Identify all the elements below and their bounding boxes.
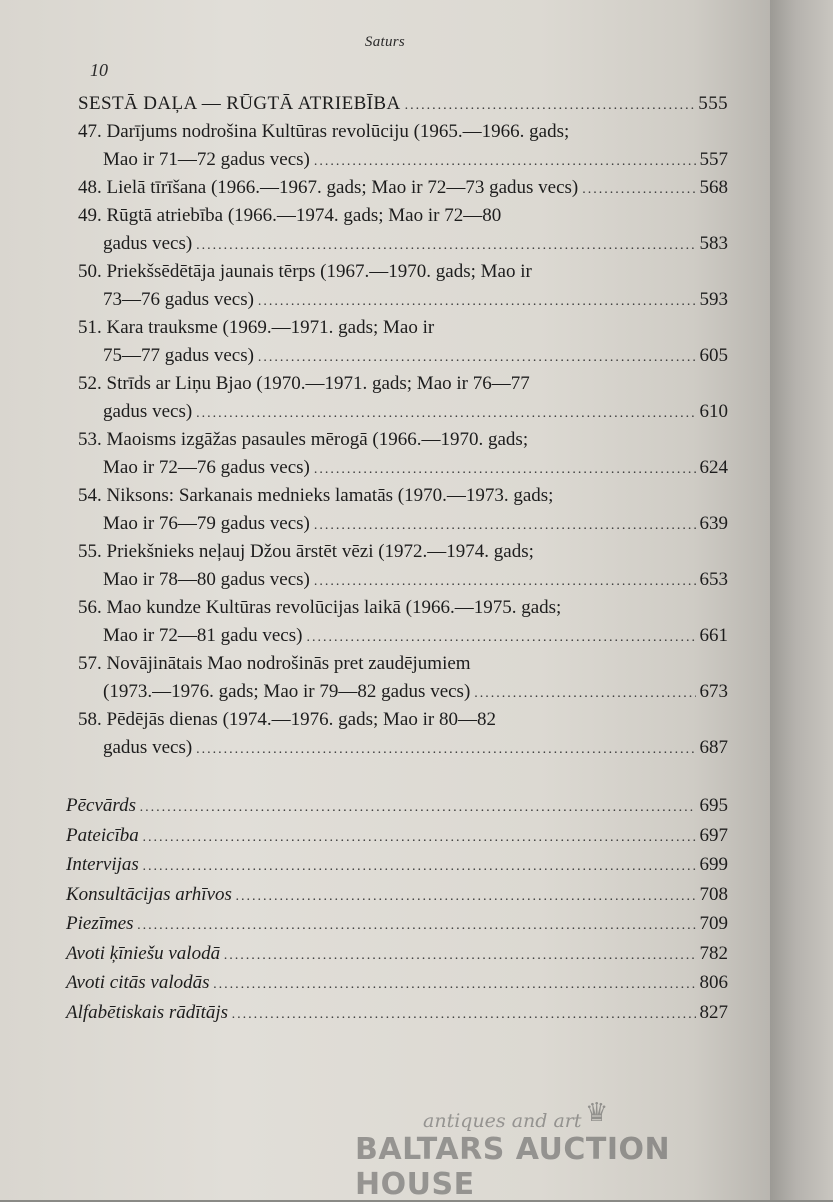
chapter-title: 49. Rūgtā atriebība (1966.—1974. gads; Mao ir 72—80 <box>78 205 502 226</box>
chapter-title-cont: 75—77 gadus vecs) <box>103 345 254 366</box>
toc-back-matter-item <box>66 792 728 822</box>
chapter-title-cont: gadus vecs) <box>103 737 193 758</box>
toc-back-matter-item <box>66 822 728 852</box>
toc-part-heading <box>78 90 728 118</box>
leader-dots <box>314 456 696 484</box>
leader-dots <box>143 824 696 852</box>
chapter-title: 50. Priekšsēdētāja jaunais tērps (1967.—1970. gads; Mao ir <box>78 261 532 282</box>
watermark <box>355 1098 755 1202</box>
chapter-title: 51. Kara trauksme (1969.—1971. gads; Mao ir <box>78 317 435 338</box>
leader-dots <box>143 853 696 881</box>
chapter-title-cont: Mao ir 76—79 gadus vecs) <box>103 513 310 534</box>
leader-dots <box>232 1001 695 1029</box>
leader-dots <box>196 400 695 428</box>
chapter-page: 639 <box>699 513 728 534</box>
chapter-title: 56. Mao kundze Kultūras revolūcijas laikā (1966.—1975. gads; <box>78 597 562 618</box>
chapter-title-cont: Mao ir 78—80 gadus vecs) <box>103 569 310 590</box>
chapter-page: 557 <box>699 149 728 170</box>
chapter-title-cont: Mao ir 71—72 gadus vecs) <box>103 149 310 170</box>
leader-dots <box>258 288 696 316</box>
chapter-list <box>78 118 728 762</box>
back-matter-page: 709 <box>699 913 728 934</box>
running-head: Saturs <box>364 34 406 50</box>
toc-chapter-line <box>78 482 728 510</box>
part-title: SESTĀ DAĻA — RŪGTĀ ATRIEBĪBA <box>78 93 401 114</box>
chapter-title-cont: Mao ir 72—81 gadu vecs) <box>103 625 303 646</box>
back-matter-title: Avoti citās valodās <box>66 972 210 993</box>
chapter-page: 568 <box>699 177 728 198</box>
page-number: 10 <box>90 60 108 80</box>
back-matter-title: Pēcvārds <box>66 795 136 816</box>
toc-chapter-line <box>78 314 728 342</box>
chapter-page: 687 <box>699 737 728 758</box>
toc-back-matter-item <box>66 999 728 1029</box>
toc-chapter-line <box>78 146 728 174</box>
toc-chapter-line <box>78 342 728 370</box>
table-of-contents <box>66 90 728 1028</box>
chapter-page: 593 <box>699 289 728 310</box>
back-matter-page: 697 <box>699 824 728 846</box>
back-matter-title: Piezīmes <box>66 913 134 934</box>
toc-chapter-line <box>78 286 728 314</box>
watermark-tagline: antiques and art <box>423 1110 582 1132</box>
back-matter-title: Konsultācijas arhīvos <box>66 883 232 905</box>
chapter-title: 55. Priekšnieks neļauj Džou ārstēt vēzi (1972.—1974. gads; <box>78 541 534 562</box>
toc-back-matter-item <box>66 851 728 881</box>
chapter-page: 605 <box>699 345 728 366</box>
chapter-title: 54. Niksons: Sarkanais mednieks lamatās (1970.—1973. gads; <box>78 485 554 506</box>
chapter-page: 673 <box>699 681 728 702</box>
leader-dots <box>314 148 696 176</box>
chapter-title-cont: Mao ir 72—76 gadus vecs) <box>103 457 310 478</box>
toc-chapter-line <box>78 510 728 538</box>
part-page: 555 <box>698 93 728 114</box>
toc-chapter-line <box>78 174 728 202</box>
chapter-title-cont: 73—76 gadus vecs) <box>103 289 254 310</box>
chapter-title: 57. Novājinātais Mao nodrošinās pret zaudējumiem <box>78 653 471 674</box>
leader-dots <box>474 680 695 708</box>
toc-chapter-line <box>78 734 728 762</box>
leader-dots <box>196 232 695 260</box>
toc-chapter-line <box>78 538 728 566</box>
watermark-brand: BALTARS AUCTION HOUSE <box>355 1132 671 1202</box>
toc-chapter-line <box>78 202 728 230</box>
chapter-title-cont: gadus vecs) <box>103 401 193 422</box>
toc-chapter-line <box>78 650 728 678</box>
back-matter-page: 695 <box>699 795 728 816</box>
leader-dots <box>236 883 696 911</box>
leader-dots <box>224 942 695 970</box>
toc-chapter-line <box>78 622 728 650</box>
toc-chapter-line <box>78 454 728 482</box>
toc-chapter-line <box>78 118 728 146</box>
back-matter-page: 708 <box>699 883 728 905</box>
chapter-title-cont: (1973.—1976. gads; Mao ir 79—82 gadus vecs) <box>103 681 471 702</box>
book-spine-edge <box>770 0 833 1200</box>
toc-chapter-line <box>78 426 728 454</box>
chapter-page: 661 <box>699 625 728 646</box>
chapter-title: 52. Strīds ar Liņu Bjao (1970.—1971. gads; Mao ir 76—77 <box>78 373 530 394</box>
chapter-title: 48. Lielā tīrīšana (1966.—1967. gads; Mao ir 72—73 gadus vecs) <box>78 177 579 198</box>
back-matter-title: Avoti ķīniešu valodā <box>66 942 221 964</box>
leader-dots <box>196 736 695 764</box>
leader-dots <box>405 92 695 120</box>
chapter-title: 58. Pēdējās dienas (1974.—1976. gads; Mao ir 80—82 <box>78 709 496 730</box>
toc-back-matter-item <box>66 969 728 999</box>
toc-chapter-line <box>78 706 728 734</box>
back-matter-title: Intervijas <box>66 854 139 875</box>
toc-chapter-line <box>78 594 728 622</box>
toc-back-matter-item <box>66 940 728 970</box>
leader-dots <box>582 176 695 204</box>
back-matter-list <box>66 792 728 1028</box>
crown-icon: ♛ <box>585 1098 609 1127</box>
toc-chapter-line <box>78 370 728 398</box>
toc-chapter-line <box>78 258 728 286</box>
back-matter-page: 699 <box>699 854 728 875</box>
leader-dots <box>258 344 696 372</box>
chapter-page: 653 <box>699 569 728 590</box>
leader-dots <box>138 912 696 940</box>
leader-dots <box>140 794 696 822</box>
back-matter-page: 827 <box>699 1001 728 1023</box>
leader-dots <box>314 512 696 540</box>
back-matter-title: Pateicība <box>66 824 139 846</box>
leader-dots <box>306 624 695 652</box>
chapter-page: 624 <box>699 457 728 478</box>
chapter-page: 583 <box>699 233 728 254</box>
back-matter-page: 782 <box>699 942 728 964</box>
leader-dots <box>214 971 696 999</box>
toc-back-matter-item <box>66 881 728 911</box>
back-matter-page: 806 <box>699 972 728 993</box>
chapter-title: 47. Darījums nodrošina Kultūras revolūciju (1965.—1966. gads; <box>78 121 570 142</box>
toc-chapter-line <box>78 398 728 426</box>
toc-chapter-line <box>78 566 728 594</box>
toc-back-matter-item <box>66 910 728 940</box>
toc-chapter-line <box>78 230 728 258</box>
leader-dots <box>314 568 696 596</box>
back-matter-title: Alfabētiskais rādītājs <box>66 1001 229 1023</box>
chapter-title: 53. Maoisms izgāžas pasaules mērogā (1966.—1970. gads; <box>78 429 529 450</box>
chapter-page: 610 <box>699 401 728 422</box>
chapter-title-cont: gadus vecs) <box>103 233 193 254</box>
toc-chapter-line <box>78 678 728 706</box>
